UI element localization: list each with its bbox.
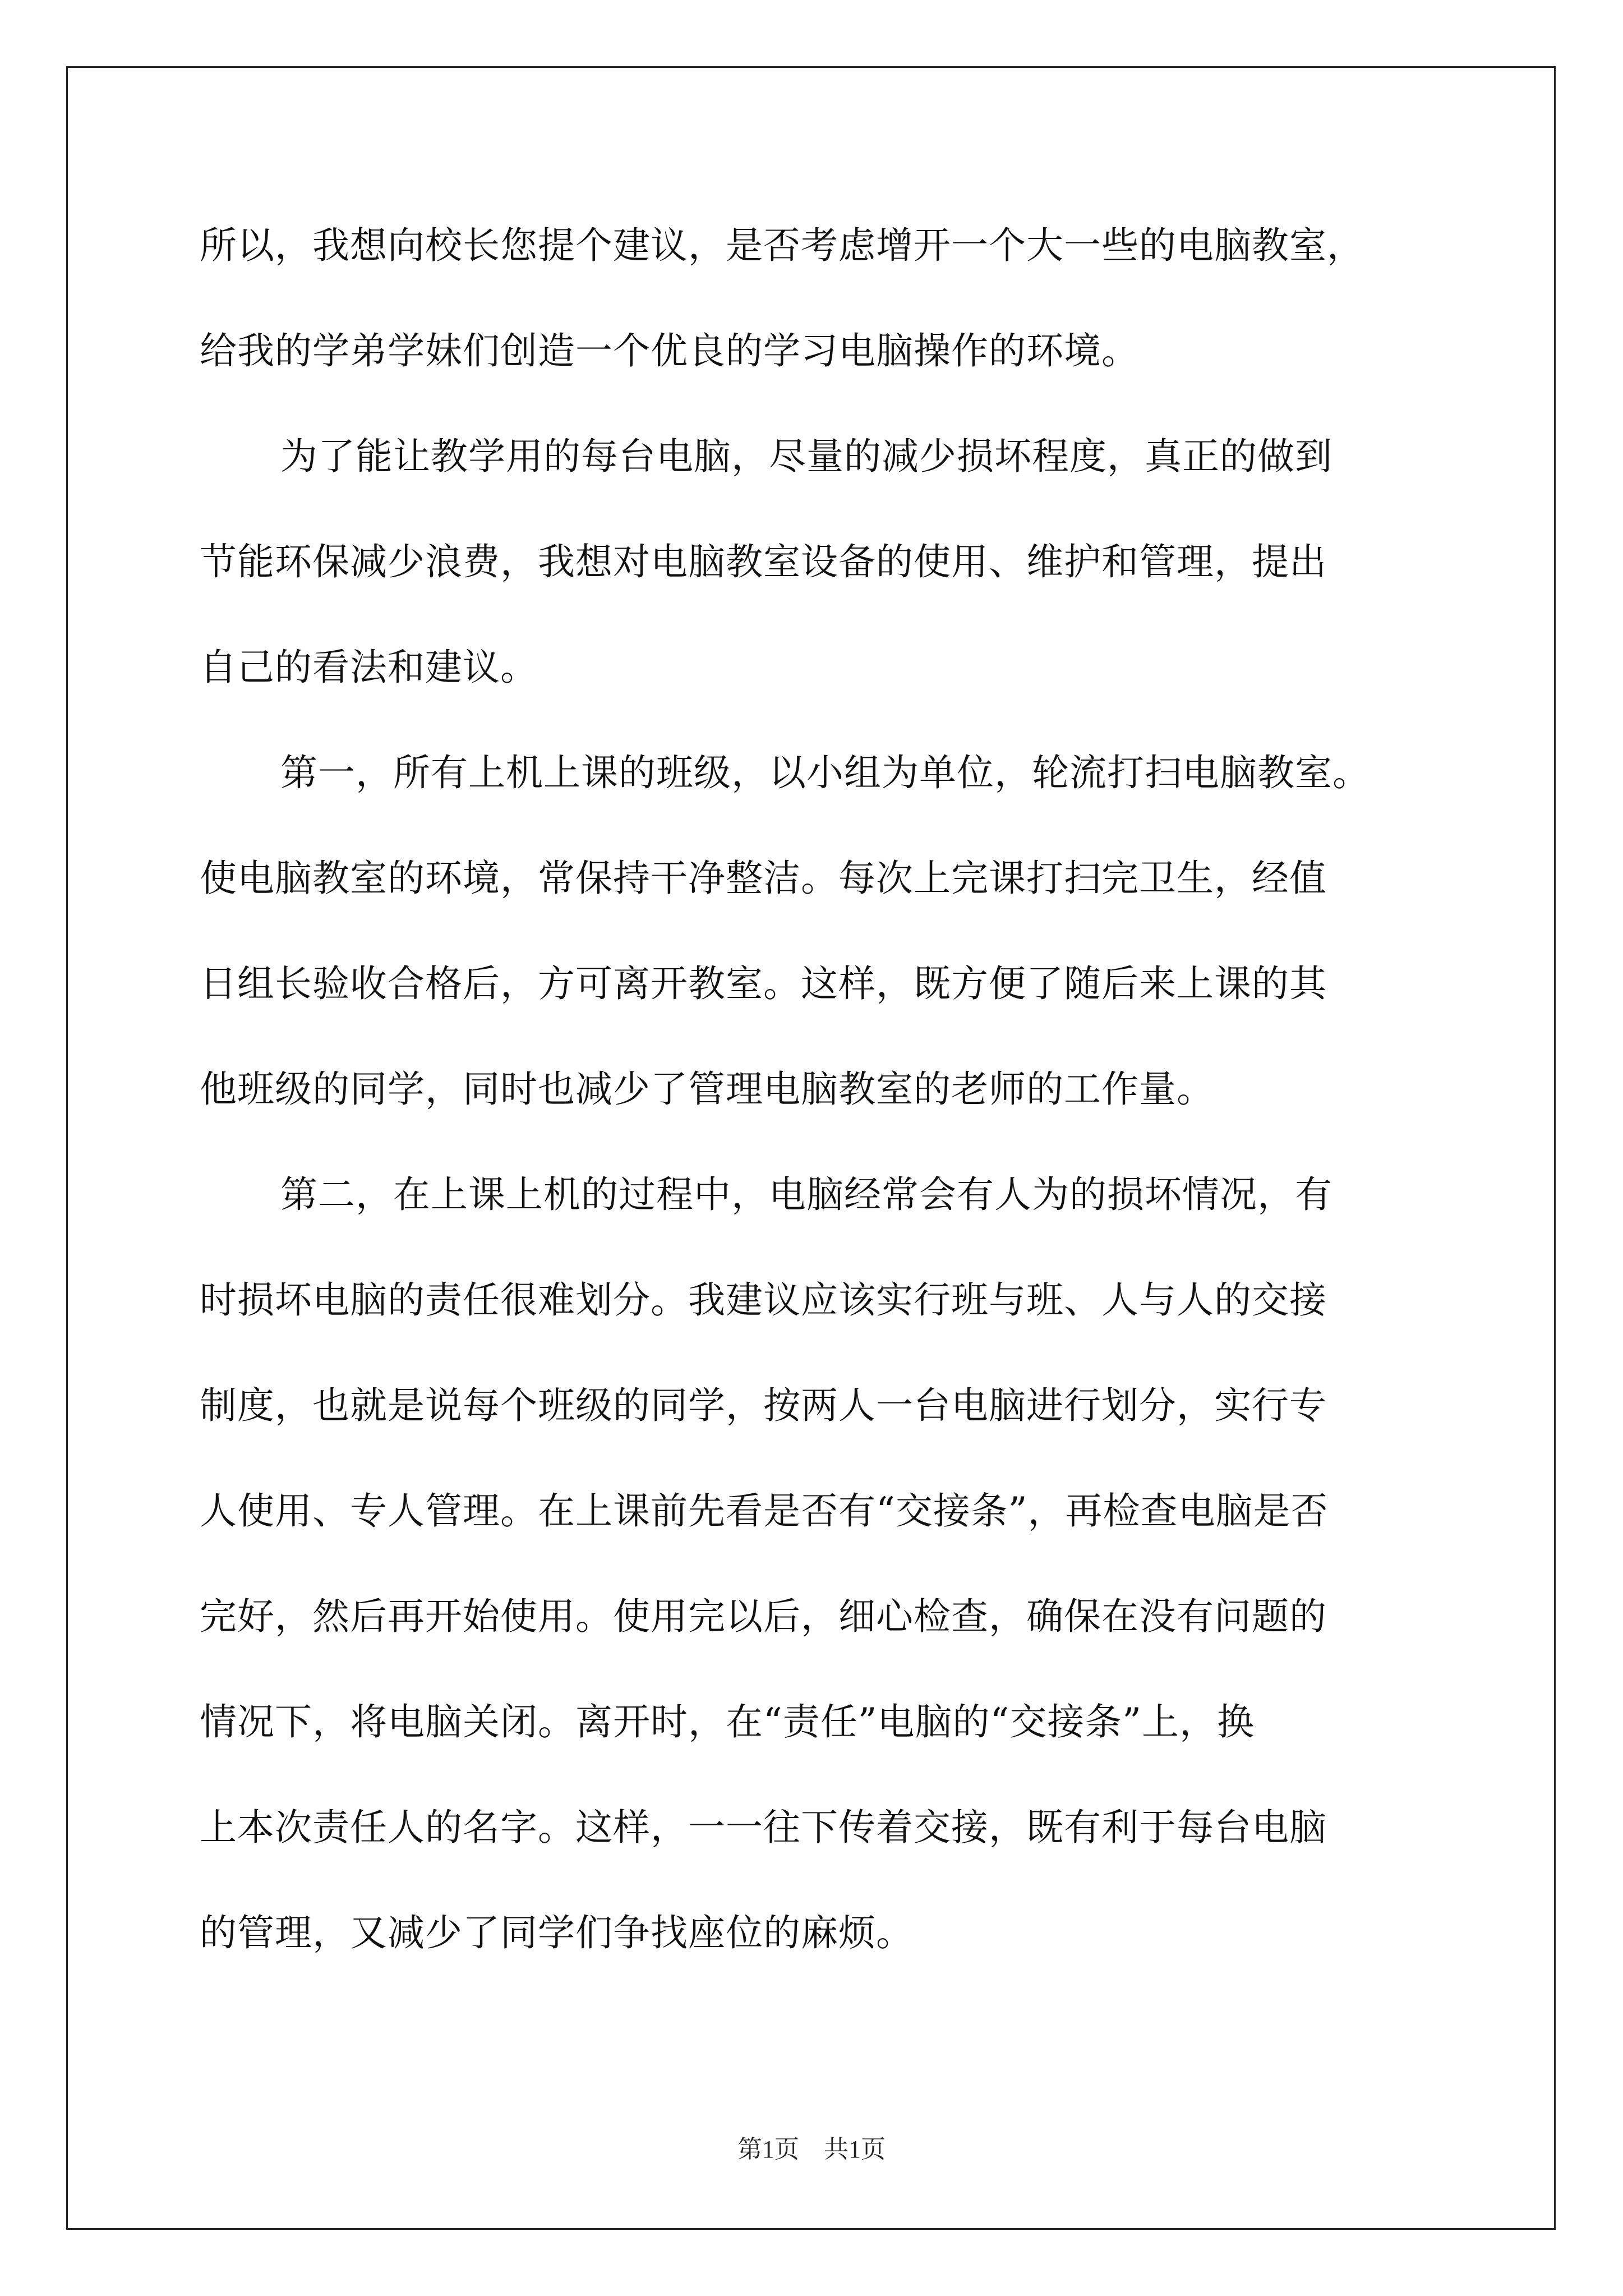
text-line: 情况下，将电脑关闭。离开时，在“责任”电脑的“交接条”上，换 [200, 1700, 1255, 1743]
paragraph-start-line: 为了能让教学用的每台电脑，尽量的减少损坏程度，真正的做到 [280, 435, 1332, 478]
text-line: 给我的学弟学妹们创造一个优良的学习电脑操作的环境。 [200, 329, 1139, 372]
document-body [200, 211, 1433, 2004]
text-line: 使电脑教室的环境，常保持干净整洁。每次上完课打扫完卫生，经值 [200, 857, 1327, 900]
text-line: 日组长验收合格后，方可离开教室。这样，既方便了随后来上课的其 [200, 962, 1327, 1005]
text-line: 上本次责任人的名字。这样，一一往下传着交接，既有利于每台电脑 [200, 1806, 1327, 1849]
page-footer [0, 2134, 1623, 2165]
text-line: 的管理，又减少了同学们争找座位的麻烦。 [200, 1911, 914, 1954]
text-line: 完好，然后再开始使用。使用完以后，细心检查，确保在没有问题的 [200, 1595, 1327, 1638]
text-line: 他班级的同学，同时也减少了管理电脑教室的老师的工作量。 [200, 1068, 1214, 1111]
text-line: 自己的看法和建议。 [200, 646, 538, 689]
paragraph-start-line: 第一，所有上机上课的班级，以小组为单位，轮流打扫电脑教室。 [280, 751, 1370, 794]
text-line: 所以，我想向校长您提个建议，是否考虑增开一个大一些的电脑教室， [200, 224, 1364, 267]
text-line: 人使用、专人管理。在上课前先看是否有“交接条”，再检查电脑是否 [200, 1489, 1329, 1533]
page-total: 共1页 [824, 2136, 886, 2163]
paragraph-start-line: 第二，在上课上机的过程中，电脑经常会有人为的损坏情况，有 [280, 1173, 1332, 1216]
text-line: 制度，也就是说每个班级的同学，按两人一台电脑进行划分，实行专 [200, 1384, 1327, 1427]
text-line: 时损坏电脑的责任很难划分。我建议应该实行班与班、人与人的交接 [200, 1278, 1327, 1322]
text-line: 节能环保减少浪费，我想对电脑教室设备的使用、维护和管理，提出 [200, 540, 1327, 583]
page-number: 第1页 [737, 2136, 799, 2163]
